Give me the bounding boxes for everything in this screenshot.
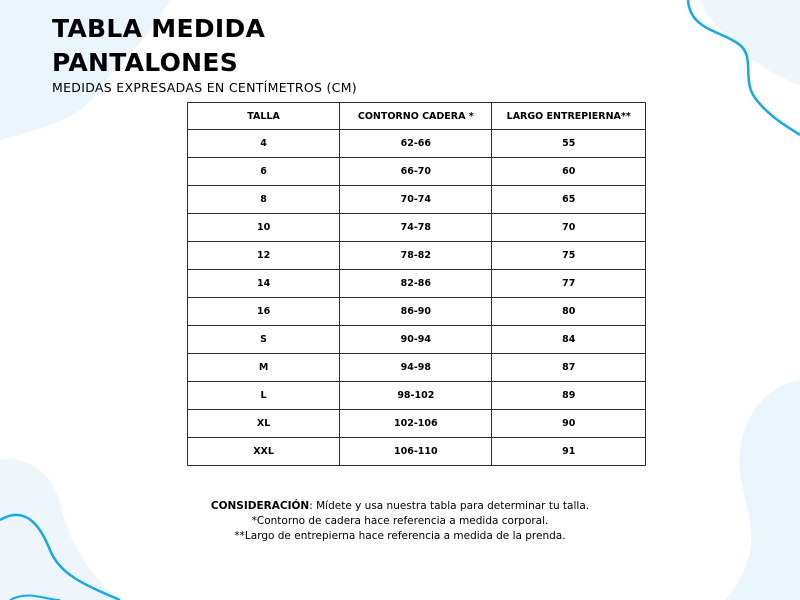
cell-contorno: 94-98 — [340, 354, 492, 382]
cell-talla: M — [188, 354, 340, 382]
bottom-left-blob — [0, 459, 120, 600]
table-row — [188, 186, 646, 214]
table-row — [188, 270, 646, 298]
cell-contorno: 90-94 — [340, 326, 492, 354]
cell-largo: 80 — [492, 298, 646, 326]
table-row — [188, 158, 646, 186]
top-right-blob — [700, 0, 800, 85]
bottom-right-blob — [725, 380, 800, 600]
cell-largo: 84 — [492, 326, 646, 354]
cell-largo: 87 — [492, 354, 646, 382]
table-row — [188, 298, 646, 326]
cell-largo: 75 — [492, 242, 646, 270]
cell-talla: 12 — [188, 242, 340, 270]
title-line-1: TABLA MEDIDA — [52, 14, 266, 43]
cell-talla: 4 — [188, 130, 340, 158]
note-largo: **Largo de entrepierna hace referencia a medida de la prenda. — [234, 530, 566, 542]
cell-largo: 70 — [492, 214, 646, 242]
table-row — [188, 382, 646, 410]
cell-talla: 16 — [188, 298, 340, 326]
cell-contorno: 106-110 — [340, 438, 492, 466]
table-row — [188, 354, 646, 382]
note-line-1: : Mídete y usa nuestra tabla para determinar tu talla. — [309, 500, 590, 512]
cell-talla: 6 — [188, 158, 340, 186]
note-contorno: *Contorno de cadera hace referencia a medida corporal. — [251, 515, 549, 527]
cell-largo: 60 — [492, 158, 646, 186]
notes-section — [180, 499, 620, 544]
cell-talla: L — [188, 382, 340, 410]
cell-largo: 77 — [492, 270, 646, 298]
column-header-talla: TALLA — [188, 103, 340, 130]
cell-talla: S — [188, 326, 340, 354]
cell-contorno: 74-78 — [340, 214, 492, 242]
cell-largo: 90 — [492, 410, 646, 438]
cell-contorno: 70-74 — [340, 186, 492, 214]
cell-largo: 91 — [492, 438, 646, 466]
cell-talla: XXL — [188, 438, 340, 466]
size-table — [187, 102, 646, 466]
page-title — [52, 12, 265, 80]
cell-contorno: 62-66 — [340, 130, 492, 158]
cell-contorno: 98-102 — [340, 382, 492, 410]
table-row — [188, 242, 646, 270]
cell-talla: XL — [188, 410, 340, 438]
cell-largo: 65 — [492, 186, 646, 214]
title-line-2: PANTALONES — [52, 48, 239, 77]
note-consideracion — [180, 499, 620, 514]
table-header-row — [188, 103, 646, 130]
column-header-largo-entrepierna: LARGO ENTREPIERNA** — [492, 103, 646, 130]
cell-talla: 14 — [188, 270, 340, 298]
table-row — [188, 326, 646, 354]
cell-contorno: 82-86 — [340, 270, 492, 298]
cell-largo: 89 — [492, 382, 646, 410]
table-row — [188, 438, 646, 466]
page-subtitle: MEDIDAS EXPRESADAS EN CENTÍMETROS (CM) — [52, 80, 357, 95]
cell-largo: 55 — [492, 130, 646, 158]
cell-contorno: 78-82 — [340, 242, 492, 270]
cell-contorno: 102-106 — [340, 410, 492, 438]
cell-talla: 8 — [188, 186, 340, 214]
cell-contorno: 66-70 — [340, 158, 492, 186]
note-lead: CONSIDERACIÓN — [210, 500, 310, 512]
column-header-contorno-cadera: CONTORNO CADERA * — [340, 103, 492, 130]
cell-contorno: 86-90 — [340, 298, 492, 326]
table-row — [188, 410, 646, 438]
table-row — [188, 214, 646, 242]
cell-talla: 10 — [188, 214, 340, 242]
table-row — [188, 130, 646, 158]
